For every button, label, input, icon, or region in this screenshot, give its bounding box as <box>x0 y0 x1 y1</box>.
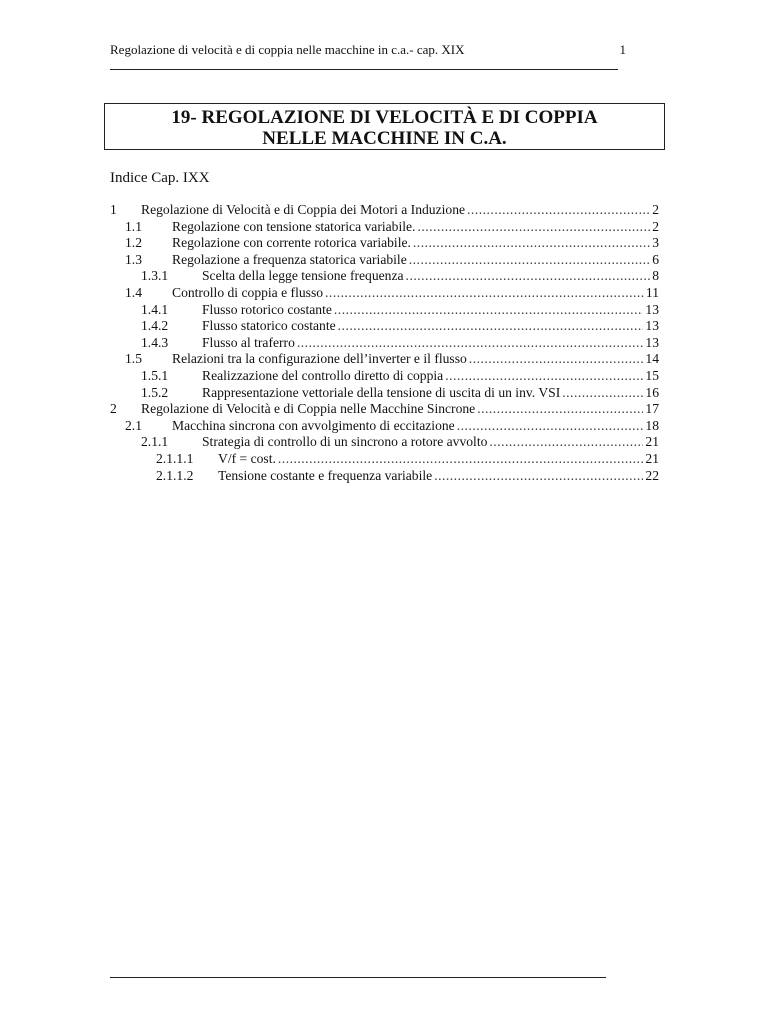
toc-entry-title: Macchina sincrona con avvolgimento di eccitazione <box>172 417 455 433</box>
toc-entry-title: Regolazione con corrente rotorica variabile. <box>172 235 411 251</box>
toc-entry-number: 1.2 <box>125 235 142 251</box>
toc-dot-leader <box>457 418 644 435</box>
toc-entry-title: Regolazione a frequenza statorica variabile <box>172 251 407 267</box>
toc-entry-page: 16 <box>645 384 659 400</box>
toc-entry-title: Realizzazione del controllo diretto di coppia <box>202 367 444 383</box>
toc-entry-number: 1.1 <box>125 218 142 234</box>
toc-entry-title: Flusso statorico costante <box>202 318 336 334</box>
header-rule <box>110 69 618 70</box>
toc-dot-leader <box>409 252 650 269</box>
toc-entry-title: Flusso al traferro <box>202 334 295 350</box>
running-header <box>110 42 626 58</box>
toc-entry[interactable] <box>110 368 659 385</box>
toc-entry-page: 13 <box>645 318 659 334</box>
toc-entry-page: 17 <box>645 401 659 417</box>
toc-dot-leader <box>417 219 650 236</box>
toc-entry[interactable] <box>110 302 659 319</box>
running-title: Regolazione di velocità e di coppia nelle macchine in c.a.- cap. XIX <box>110 42 465 57</box>
toc-entry[interactable] <box>110 335 659 352</box>
toc-entry[interactable] <box>110 219 659 236</box>
toc-entry-page: 2 <box>652 202 659 217</box>
toc-entry[interactable] <box>110 235 659 252</box>
toc-entry-number: 2 <box>110 401 117 417</box>
chapter-title-line-1: 19- REGOLAZIONE DI VELOCITÀ E DI COPPIA <box>171 107 598 128</box>
toc-entry[interactable] <box>110 202 659 219</box>
chapter-title-box <box>104 103 665 150</box>
toc-entry-title: Regolazione con tensione statorica variabile. <box>172 218 416 234</box>
toc-entry[interactable] <box>110 268 659 285</box>
toc-entry-page: 11 <box>645 284 659 300</box>
index-heading: Indice Cap. IXX <box>110 170 210 186</box>
toc-entry-title: Controllo di coppia e flusso <box>172 284 324 300</box>
toc-entry-title: Rappresentazione vettoriale della tensione di uscita di un inv. VSI <box>202 384 561 400</box>
toc-entry-title: Relazioni tra la configurazione dell’inverter e il flusso <box>172 351 467 367</box>
toc-dot-leader <box>325 285 644 302</box>
toc-entry-title: Tensione costante e frequenza variabile <box>218 467 433 483</box>
toc-entry[interactable] <box>110 351 659 368</box>
toc-entry-page: 18 <box>645 417 659 433</box>
toc-entry[interactable] <box>110 434 659 451</box>
toc-entry-number: 1.4.3 <box>141 334 169 350</box>
toc-dot-leader <box>413 235 650 252</box>
toc-entry[interactable] <box>110 318 659 335</box>
footer-rule <box>110 977 606 978</box>
toc-entry-title: V/f = cost. <box>218 450 276 466</box>
toc-entry[interactable] <box>110 385 659 402</box>
chapter-title-line-2: NELLE MACCHINE IN C.A. <box>262 128 507 149</box>
toc-entry-number: 1.3 <box>125 251 142 267</box>
toc-dot-leader <box>434 468 643 485</box>
toc-entry-page: 3 <box>652 235 659 251</box>
toc-entry-number: 2.1.1.2 <box>156 467 194 483</box>
toc-entry-number: 1.5.1 <box>141 367 169 383</box>
toc-entry-number: 1.4.2 <box>141 318 169 334</box>
toc-dot-leader <box>477 401 643 418</box>
toc-dot-leader <box>489 434 643 451</box>
toc-entry-title: Strategia di controllo di un sincrono a rotore avvolto <box>202 434 488 450</box>
toc-entry[interactable] <box>110 468 659 485</box>
toc-dot-leader <box>297 335 644 352</box>
toc-dot-leader <box>406 268 651 285</box>
toc-entry[interactable] <box>110 418 659 435</box>
toc-entry-number: 1 <box>110 202 117 217</box>
toc-entry-page: 13 <box>645 301 659 317</box>
table-of-contents <box>110 202 659 484</box>
toc-entry-number: 1.4 <box>125 284 142 300</box>
toc-entry-number: 1.5 <box>125 351 142 367</box>
toc-entry-page: 2 <box>652 218 659 234</box>
toc-entry-title: Scelta della legge tensione frequenza <box>202 268 404 284</box>
toc-entry-page: 14 <box>645 351 659 367</box>
toc-dot-leader <box>469 351 644 368</box>
toc-entry-title: Regolazione di Velocità e di Coppia dei Motori a Induzione <box>141 202 466 217</box>
toc-entry[interactable] <box>110 451 659 468</box>
toc-dot-leader <box>467 202 650 219</box>
toc-entry-number: 1.3.1 <box>141 268 169 284</box>
toc-entry-page: 8 <box>652 268 659 284</box>
toc-entry[interactable] <box>110 285 659 302</box>
toc-dot-leader <box>278 451 644 468</box>
toc-dot-leader <box>562 385 643 402</box>
toc-entry[interactable] <box>110 401 659 418</box>
page-number: 1 <box>619 42 626 57</box>
toc-entry-page: 21 <box>645 450 659 466</box>
toc-entry-number: 2.1.1.1 <box>156 450 194 466</box>
toc-dot-leader <box>338 318 644 335</box>
toc-entry-page: 15 <box>645 367 659 383</box>
toc-entry-page: 13 <box>645 334 659 350</box>
toc-dot-leader <box>445 368 643 385</box>
toc-entry-page: 22 <box>645 467 659 483</box>
toc-entry-page: 6 <box>652 251 659 267</box>
toc-entry-number: 1.5.2 <box>141 384 169 400</box>
toc-entry-title: Regolazione di Velocità e di Coppia nelle Macchine Sincrone <box>141 401 476 417</box>
toc-entry-number: 2.1 <box>125 417 142 433</box>
toc-dot-leader <box>334 302 644 319</box>
toc-entry[interactable] <box>110 252 659 269</box>
toc-entry-title: Flusso rotorico costante <box>202 301 332 317</box>
toc-entry-number: 2.1.1 <box>141 434 169 450</box>
toc-entry-page: 21 <box>645 434 659 450</box>
toc-entry-number: 1.4.1 <box>141 301 169 317</box>
